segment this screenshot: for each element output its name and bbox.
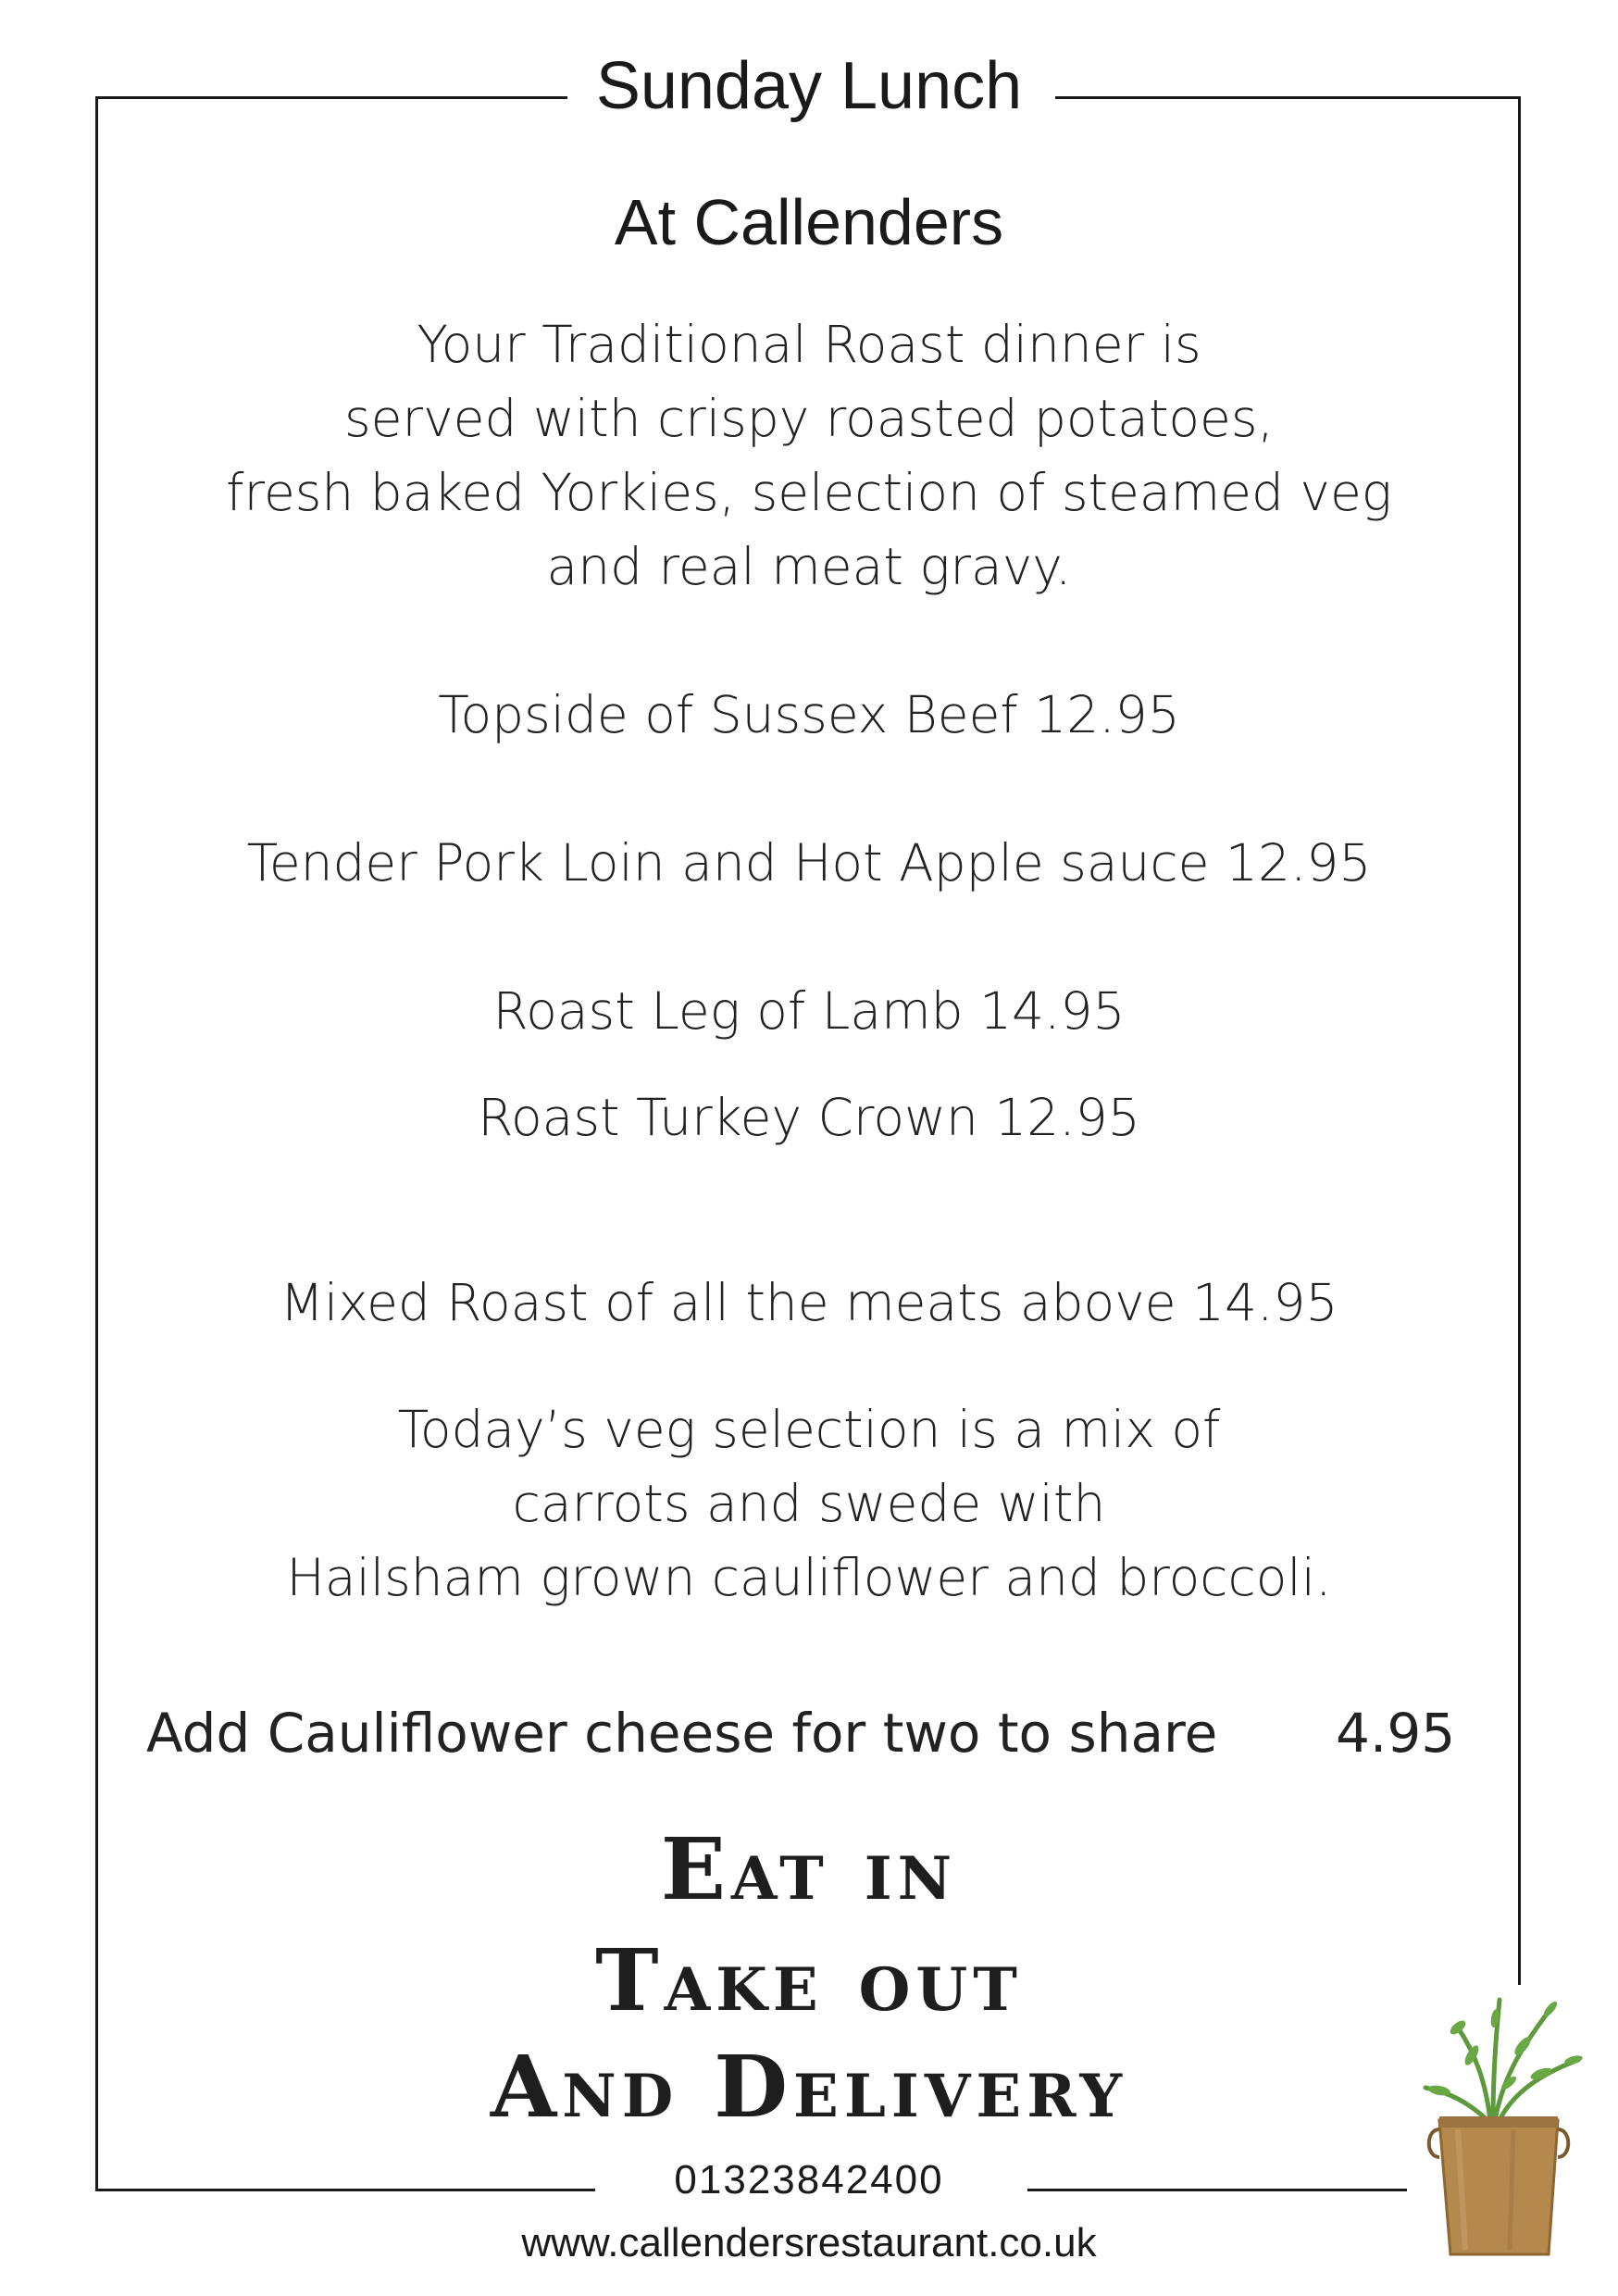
page-title: Sunday Lunch bbox=[595, 49, 1023, 123]
menu-item-lamb: Roast Leg of Lamb 14.95 bbox=[492, 981, 1126, 1041]
intro-line: served with crispy roasted potatoes, bbox=[343, 389, 1275, 448]
veg-line: Hailsham grown cauliflower and broccoli. bbox=[286, 1548, 1332, 1607]
menu-item-pork: Tender Pork Loin and Hot Apple sauce 12.95 bbox=[246, 833, 1372, 892]
service-line-eat-in: Eat in bbox=[660, 1819, 958, 1919]
menu-item-beef: Topside of Sussex Beef 12.95 bbox=[438, 685, 1180, 744]
menu-item-turkey: Roast Turkey Crown 12.95 bbox=[478, 1088, 1140, 1147]
intro-line: and real meat gravy. bbox=[546, 537, 1072, 596]
menu-item-mixed: Mixed Roast of all the meats above 14.95 bbox=[280, 1273, 1338, 1332]
page-subtitle: At Callenders bbox=[614, 186, 1004, 258]
extra-item-name: Add Cauliflower cheese for two to share bbox=[146, 1702, 1218, 1765]
veg-line: Today’s veg selection is a mix of bbox=[397, 1400, 1221, 1459]
frame-right bbox=[1518, 96, 1521, 1985]
veg-line: carrots and swede with bbox=[512, 1474, 1106, 1533]
potted-plant-icon bbox=[1402, 1981, 1597, 2259]
extra-item-price: 4.95 bbox=[1336, 1702, 1456, 1765]
intro-line: Your Traditional Roast dinner is bbox=[417, 315, 1201, 374]
phone-number: 01323842400 bbox=[674, 2157, 944, 2202]
website-link[interactable]: www.callendersrestaurant.co.uk bbox=[521, 2220, 1097, 2265]
service-line-take-out: Take out bbox=[595, 1930, 1023, 2030]
service-line-delivery: And Delivery bbox=[490, 2037, 1128, 2137]
intro-line: fresh baked Yorkies, selection of steamed veg bbox=[226, 463, 1392, 522]
